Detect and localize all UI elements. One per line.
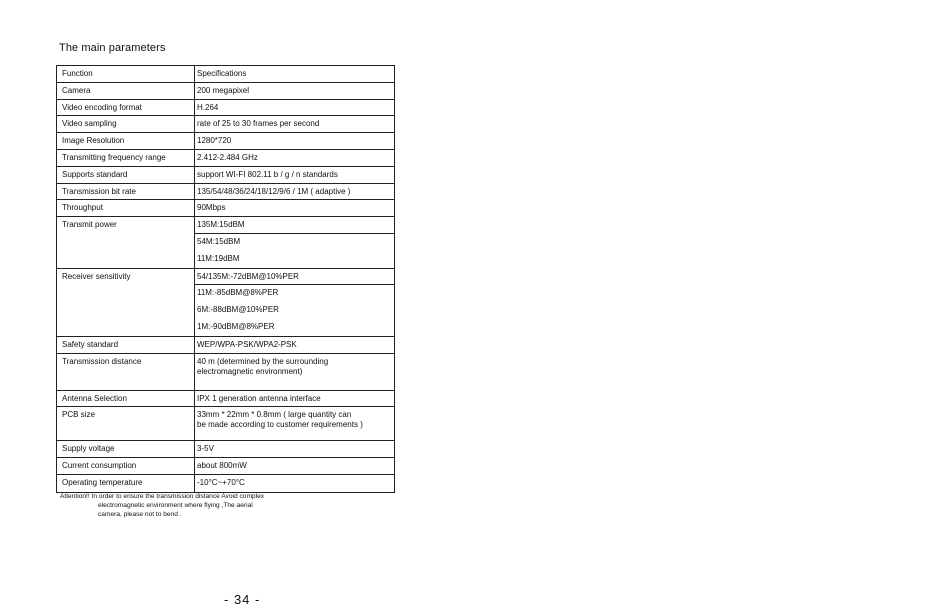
row-label: Operating temperature — [57, 475, 195, 492]
row-value — [195, 354, 394, 390]
row-label: PCB size — [57, 407, 195, 440]
row-label: Throughput — [57, 200, 195, 216]
row-value — [195, 407, 394, 440]
row-label: Camera — [57, 83, 195, 99]
row-value: 11M:19dBM — [197, 253, 240, 263]
table-row — [57, 354, 394, 391]
row-label: Transmit power — [57, 217, 195, 267]
table-row — [57, 83, 394, 100]
value-line: 33mm * 22mm * 0.8mm ( large quantity can — [197, 410, 352, 420]
note-line: electromagnetic environment where flying ,The aerial — [98, 502, 253, 509]
row-value: 135M:15dBM — [195, 217, 394, 234]
row-value: 54M:15dBM — [197, 236, 241, 246]
row-label: Transmission bit rate — [57, 184, 195, 200]
row-value: WEP/WPA-PSK/WPA2-PSK — [197, 339, 297, 349]
table-row — [57, 100, 394, 117]
receiver-sensitivity-group — [57, 269, 394, 337]
table-row — [57, 200, 394, 217]
page-number: - 34 - — [224, 592, 261, 607]
row-label: Current consumption — [57, 458, 195, 474]
value-line: 40 m (determined by the surrounding — [197, 356, 329, 366]
row-value: support WI-FI 802.11 b / g / n standards — [197, 169, 338, 179]
table-header-row — [57, 66, 394, 83]
table-row — [57, 150, 394, 167]
row-value: 6M:-88dBM@10%PER — [197, 305, 279, 315]
parameters-table — [56, 65, 395, 493]
row-value: 3-5V — [197, 444, 214, 454]
row-value: IPX 1 generation antenna interface — [197, 393, 321, 403]
row-value: 11M:-85dBM@8%PER — [197, 288, 279, 298]
row-value: -10°C~+70°C — [197, 477, 245, 487]
row-label: Supply voltage — [57, 441, 195, 457]
row-value: 90Mbps — [197, 203, 226, 213]
table-row — [57, 407, 394, 441]
row-value: 54/135M:-72dBM@10%PER — [195, 269, 394, 286]
table-row — [57, 337, 394, 354]
table-row — [57, 458, 394, 475]
note-line: Attention!! In order to ensure the transmission distance Avoid complex — [60, 493, 265, 500]
row-label: Receiver sensitivity — [57, 269, 195, 336]
value-line: be made according to customer requirements ) — [197, 420, 363, 430]
table-row — [57, 441, 394, 458]
header-function: Function — [57, 66, 195, 82]
row-value: about 800mW — [197, 461, 247, 471]
row-label: Image Resolution — [57, 133, 195, 149]
attention-note — [60, 492, 380, 519]
table-row — [57, 475, 394, 492]
table-row — [57, 116, 394, 133]
page-title: The main parameters — [59, 42, 166, 54]
row-label: Video encoding format — [57, 100, 195, 116]
row-label: Antenna Selection — [57, 391, 195, 407]
row-label: Supports standard — [57, 167, 195, 183]
table-row — [57, 184, 394, 201]
row-value: rate of 25 to 30 frames per second — [197, 119, 320, 129]
row-value: 1M:-90dBM@8%PER — [197, 321, 275, 331]
value-line: electromagnetic environment) — [197, 366, 303, 376]
table-row — [57, 167, 394, 184]
row-label: Transmitting frequency range — [57, 150, 195, 166]
header-specifications: Specifications — [197, 69, 247, 78]
row-value: 200 megapixel — [197, 85, 250, 95]
row-value: 1280*720 — [197, 136, 232, 146]
row-value: 135/54/48/36/24/18/12/9/6 / 1M ( adaptive ) — [197, 186, 351, 196]
row-value: H.264 — [197, 102, 219, 112]
note-line: camera, please not to bend . — [98, 511, 182, 518]
transmit-power-group — [57, 217, 394, 268]
row-label: Safety standard — [57, 337, 195, 353]
table-row — [57, 391, 394, 408]
row-value: 2.412-2.484 GHz — [197, 152, 258, 162]
table-row — [57, 133, 394, 150]
row-label: Transmission distance — [57, 354, 195, 390]
row-label: Video sampling — [57, 116, 195, 132]
